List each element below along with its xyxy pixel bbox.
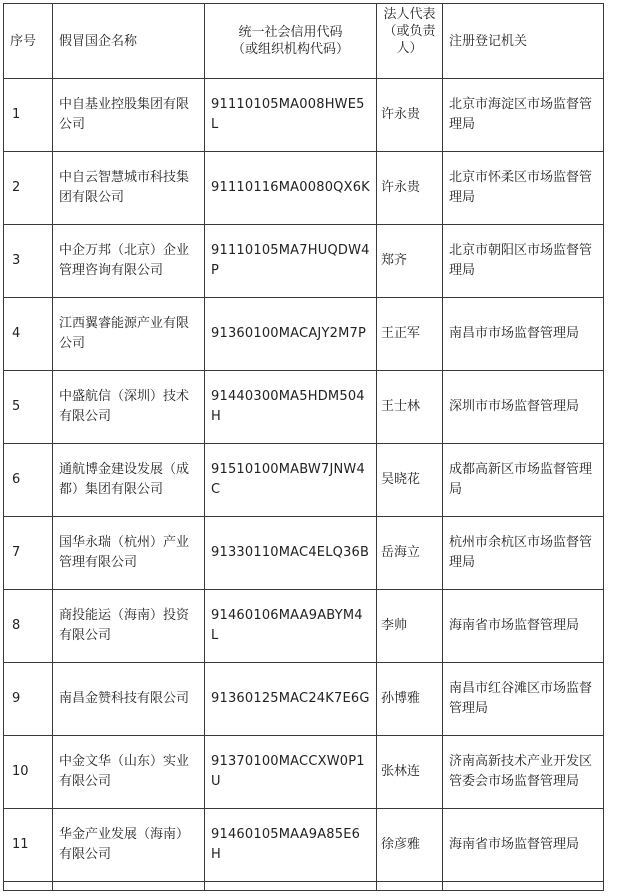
row-cut-off-cell <box>377 882 443 891</box>
row-credit-code: 91110105MA7HUQDW4P <box>205 225 377 298</box>
row-cut-off-cell <box>443 882 604 891</box>
row-authority: 杭州市余杭区市场监督管理局 <box>443 517 604 590</box>
table-row <box>4 298 604 371</box>
row-index: 8 <box>4 590 53 663</box>
row-credit-code: 91460106MAA9ABYM4L <box>205 590 377 663</box>
row-index: 10 <box>4 736 53 809</box>
row-company-name: 江西翼睿能源产业有限公司 <box>53 298 205 371</box>
table-row <box>4 663 604 736</box>
row-representative: 许永贵 <box>377 152 443 225</box>
row-credit-code: 91110105MA008HWE5L <box>205 79 377 152</box>
row-cut-off-cell <box>205 882 377 891</box>
row-authority: 南昌市市场监督管理局 <box>443 298 604 371</box>
row-representative: 郑齐 <box>377 225 443 298</box>
row-cut-off-cell <box>53 882 205 891</box>
table-row <box>4 590 604 663</box>
row-credit-code: 91510100MABW7JNW4C <box>205 444 377 517</box>
row-authority: 北京市朝阳区市场监督管理局 <box>443 225 604 298</box>
row-authority: 北京市海淀区市场监督管理局 <box>443 79 604 152</box>
row-company-name: 国华永瑞（杭州）产业管理有限公司 <box>53 517 205 590</box>
header-credit-code <box>205 4 377 79</box>
row-representative: 李帅 <box>377 590 443 663</box>
header-authority: 注册登记机关 <box>443 4 604 79</box>
table-row <box>4 79 604 152</box>
header-representative-text: 法人代表（或负责人） <box>383 7 436 56</box>
row-credit-code: 91370100MACCXW0P1U <box>205 736 377 809</box>
row-representative: 许永贵 <box>377 79 443 152</box>
header-company-name: 假冒国企名称 <box>53 4 205 79</box>
row-cut-off-cell <box>4 882 53 891</box>
table-row <box>4 736 604 809</box>
row-index: 3 <box>4 225 53 298</box>
row-representative: 吴晓花 <box>377 444 443 517</box>
row-credit-code: 91460105MAA9A85E6H <box>205 809 377 882</box>
row-representative: 徐彦雅 <box>377 809 443 882</box>
table-row <box>4 152 604 225</box>
row-index: 6 <box>4 444 53 517</box>
fake-soe-table-sheet <box>3 3 603 891</box>
row-company-name: 华金产业发展（海南）有限公司 <box>53 809 205 882</box>
row-representative: 孙博雅 <box>377 663 443 736</box>
row-company-name: 中企万邦（北京）企业管理咨询有限公司 <box>53 225 205 298</box>
row-index: 9 <box>4 663 53 736</box>
row-company-name: 中盛航信（深圳）技术有限公司 <box>53 371 205 444</box>
row-company-name: 通航博金建设发展（成都）集团有限公司 <box>53 444 205 517</box>
header-representative <box>377 4 443 79</box>
table-header-row <box>4 4 604 79</box>
table-row <box>4 809 604 882</box>
row-representative: 岳海立 <box>377 517 443 590</box>
table-row <box>4 225 604 298</box>
row-authority: 深圳市市场监督管理局 <box>443 371 604 444</box>
row-representative: 王士林 <box>377 371 443 444</box>
row-authority: 成都高新区市场监督管理局 <box>443 444 604 517</box>
row-index: 1 <box>4 79 53 152</box>
header-index: 序号 <box>4 4 53 79</box>
row-index: 5 <box>4 371 53 444</box>
table-row <box>4 371 604 444</box>
table-row <box>4 517 604 590</box>
row-index: 11 <box>4 809 53 882</box>
row-credit-code: 91110116MA0080QX6K <box>205 152 377 225</box>
row-authority: 济南高新技术产业开发区管委会市场监督管理局 <box>443 736 604 809</box>
row-index: 4 <box>4 298 53 371</box>
table-body <box>4 79 604 891</box>
row-credit-code: 91360125MAC24K7E6G <box>205 663 377 736</box>
row-credit-code: 91440300MA5HDM504H <box>205 371 377 444</box>
row-company-name: 中自基业控股集团有限公司 <box>53 79 205 152</box>
row-credit-code: 91330110MAC4ELQ36B <box>205 517 377 590</box>
row-company-name: 商投能运（海南）投资有限公司 <box>53 590 205 663</box>
fake-soe-table <box>3 3 604 891</box>
row-authority: 海南省市场监督管理局 <box>443 809 604 882</box>
table-row <box>4 444 604 517</box>
table-row-cut-off <box>4 882 604 891</box>
row-index: 2 <box>4 152 53 225</box>
row-company-name: 中自云智慧城市科技集团有限公司 <box>53 152 205 225</box>
row-company-name: 南昌金赞科技有限公司 <box>53 663 205 736</box>
row-index: 7 <box>4 517 53 590</box>
row-representative: 王正军 <box>377 298 443 371</box>
row-credit-code: 91360100MACAJY2M7P <box>205 298 377 371</box>
row-representative: 张林连 <box>377 736 443 809</box>
row-authority: 海南省市场监督管理局 <box>443 590 604 663</box>
row-company-name: 中金文华（山东）实业有限公司 <box>53 736 205 809</box>
row-authority: 南昌市红谷滩区市场监督管理局 <box>443 663 604 736</box>
row-authority: 北京市怀柔区市场监督管理局 <box>443 152 604 225</box>
header-credit-code-text: 统一社会信用代码 （或组织机构代码） <box>231 25 349 57</box>
